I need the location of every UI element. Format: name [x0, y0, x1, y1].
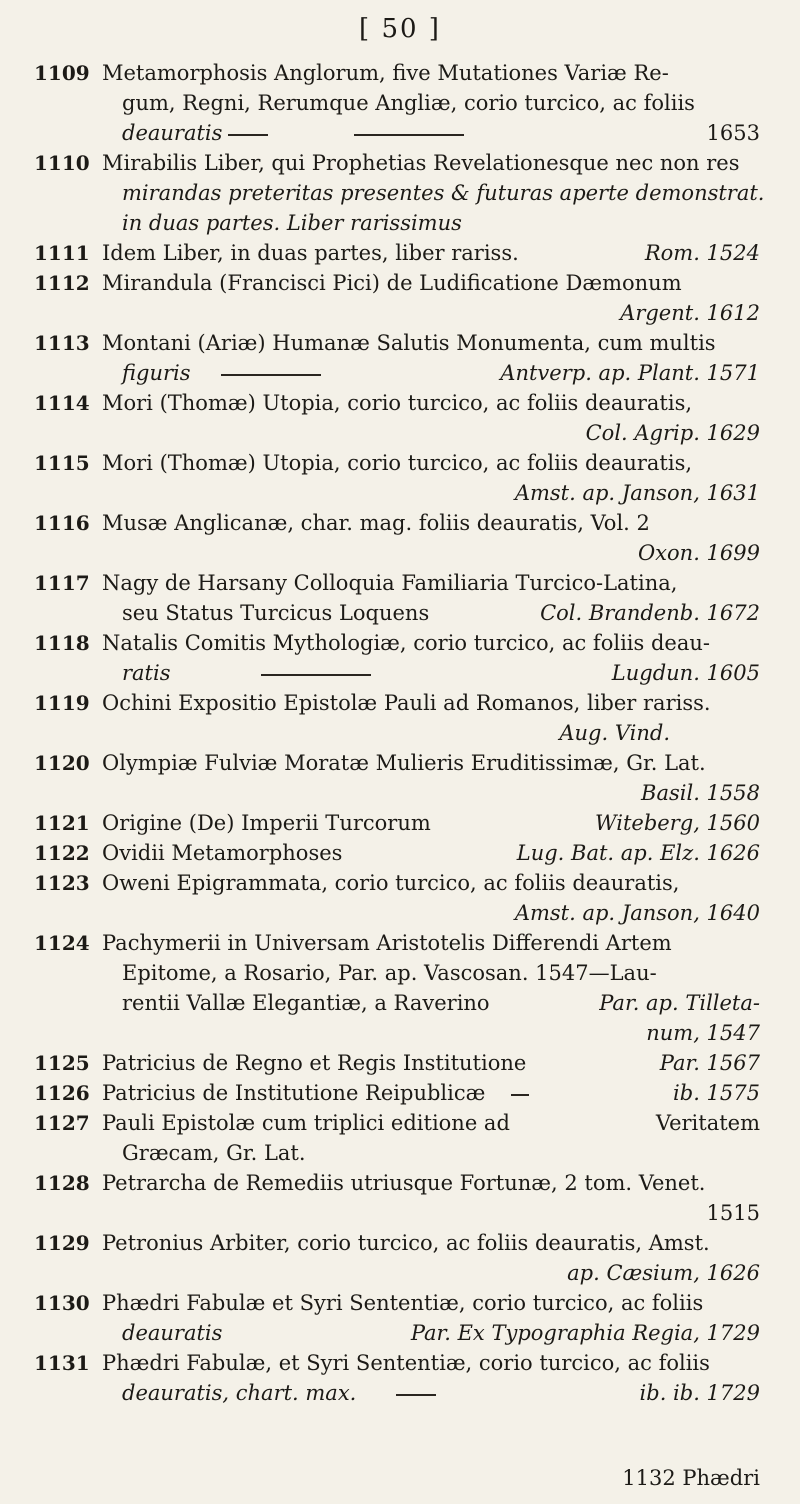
list-item: [0, 388, 800, 448]
entry-line-part: Col. Agrip. 1629: [585, 421, 760, 445]
entry-line: [102, 1048, 760, 1078]
entry-number: 1110: [34, 151, 90, 175]
entry-line-part: Basil. 1558: [641, 781, 760, 805]
entry-line: [102, 1108, 760, 1138]
entry-line: gum, Regni, Rerumque Angliæ, corio turcico, ac foliis: [122, 91, 695, 115]
entry-line: [102, 358, 760, 388]
entry-line: Ochini Expositio Epistolæ Pauli ad Romanos, liber rariss.: [102, 691, 711, 715]
list-item: [0, 148, 800, 238]
entry-line-part: Aug. Vind.: [559, 721, 670, 745]
entry-line-part: Antverp. ap. Plant. 1571: [500, 361, 760, 385]
entry-line-part: Col. Brandenb. 1672: [540, 601, 760, 625]
entry-line: [102, 838, 760, 868]
entry-number: 1123: [34, 871, 90, 895]
entry-line: Natalis Comitis Mythologiæ, corio turcico, ac foliis deau-: [102, 631, 710, 655]
entry-line: Petrarcha de Remediis utriusque Fortunæ, 2 tom. Venet.: [102, 1171, 706, 1195]
list-item: [0, 1048, 800, 1078]
entry-line-part: Pauli Epistolæ cum triplici editione ad: [102, 1111, 510, 1135]
entry-line-part: Lug. Bat. ap. Elz. 1626: [516, 841, 760, 865]
entry-line: Epitome, a Rosario, Par. ap. Vascosan. 1547—Lau-: [122, 961, 657, 985]
entry-line: [102, 178, 765, 208]
entry-line-part: ib. 1575: [673, 1081, 760, 1105]
entry-line: [102, 718, 760, 748]
entry-number: 1125: [34, 1051, 90, 1075]
list-item: [0, 808, 800, 838]
catchword: 1132 Phædri: [622, 1466, 760, 1490]
entry-line: [102, 238, 760, 268]
entry-line: Petronius Arbiter, corio turcico, ac foliis deauratis, Amst.: [102, 1231, 710, 1255]
list-item: [0, 568, 800, 628]
rule-dash: [228, 134, 268, 136]
rule-dash: [354, 134, 464, 136]
entry-number: 1109: [34, 61, 90, 85]
entry-line-part: Par. ap. Tilleta-: [599, 991, 760, 1015]
list-item: [0, 1108, 800, 1168]
entry-line: [102, 208, 760, 238]
entry-number: 1116: [34, 511, 90, 535]
entry-line: [102, 598, 760, 628]
entry-line: Græcam, Gr. Lat.: [122, 1141, 306, 1165]
entry-line-part: Idem Liber, in duas partes, liber rariss.: [102, 241, 519, 265]
entry-line: Phædri Fabulæ et Syri Sententiæ, corio turcico, ac foliis: [102, 1291, 704, 1315]
list-item: [0, 1078, 800, 1108]
entry-line-part: Lugdun. 1605: [611, 661, 760, 685]
list-item: [0, 1288, 800, 1348]
entry-line: [102, 538, 760, 568]
entry-line: [102, 1258, 760, 1288]
entry-line-part: Ovidii Metamorphoses: [102, 841, 343, 865]
entry-line: Mori (Thomæ) Utopia, corio turcico, ac foliis deauratis,: [102, 391, 693, 415]
entry-line-part: Par. 1567: [659, 1051, 760, 1075]
list-item: [0, 868, 800, 928]
rule-dash: [511, 1094, 529, 1096]
entry-line: [102, 298, 760, 328]
entry-number: 1128: [34, 1171, 90, 1195]
list-item: [0, 688, 800, 748]
entry-line: [102, 658, 760, 688]
entry-line-part: num, 1547: [646, 1021, 760, 1045]
entry-line-part: 1653: [706, 121, 760, 145]
entry-line: Mori (Thomæ) Utopia, corio turcico, ac foliis deauratis,: [102, 451, 693, 475]
entry-number: 1112: [34, 271, 90, 295]
entry-line-part: Oxon. 1699: [637, 541, 760, 565]
entry-line-part: ap. Cæsium, 1626: [567, 1261, 760, 1285]
entry-line: [102, 1078, 760, 1108]
entry-line: Olympiæ Fulviæ Moratæ Mulieris Eruditissimæ, Gr. Lat.: [102, 751, 706, 775]
entry-line: [102, 1378, 760, 1408]
entry-line-part: Amst. ap. Janson, 1640: [514, 901, 760, 925]
list-item: [0, 1228, 800, 1288]
entry-line-part: Patricius de Regno et Regis Institutione: [102, 1051, 527, 1075]
list-item: [0, 928, 800, 1048]
entry-line-part: seu Status Turcicus Loquens: [122, 601, 430, 625]
entry-line: Mirabilis Liber, qui Prophetias Revelationesque nec non res: [102, 151, 740, 175]
entry-line: Musæ Anglicanæ, char. mag. foliis deauratis, Vol. 2: [102, 511, 650, 535]
entry-line: [102, 808, 760, 838]
list-item: [0, 628, 800, 688]
entry-number: 1129: [34, 1231, 90, 1255]
entry-line: [102, 898, 760, 928]
list-item: [0, 838, 800, 868]
entry-line: Oweni Epigrammata, corio turcico, ac foliis deauratis,: [102, 871, 680, 895]
entry-line: [102, 418, 760, 448]
entry-line: Nagy de Harsany Colloquia Familiaria Turcico-Latina,: [102, 571, 678, 595]
entry-number: 1126: [34, 1081, 90, 1105]
entry-line: Montani (Ariæ) Humanæ Salutis Monumenta, cum multis: [102, 331, 716, 355]
entry-number: 1124: [34, 931, 90, 955]
entry-line-part: Veritatem: [655, 1111, 760, 1135]
entry-line: Mirandula (Francisci Pici) de Ludificatione Dæmonum: [102, 271, 682, 295]
entry-line: [102, 478, 760, 508]
entry-line-part: rentii Vallæ Elegantiæ, a Raverino: [122, 991, 490, 1015]
rule-dash: [261, 674, 371, 676]
entry-line-part: deauratis: [122, 121, 223, 145]
entry-line: Pachymerii in Universam Aristotelis Differendi Artem: [102, 931, 672, 955]
entry-line: 1515: [706, 1201, 760, 1225]
entry-number: 1114: [34, 391, 90, 415]
entry-number: 1121: [34, 811, 90, 835]
entry-line-part: figuris: [122, 361, 191, 385]
entry-number: 1118: [34, 631, 90, 655]
list-item: [0, 328, 800, 388]
entry-line-part: deauratis: [122, 1321, 223, 1345]
entry-number: 1122: [34, 841, 90, 865]
entry-line: Phædri Fabulæ, et Syri Sententiæ, corio turcico, ac foliis: [102, 1351, 710, 1375]
list-item: [0, 58, 800, 148]
entry-line: [102, 1318, 760, 1348]
list-item: [0, 238, 800, 268]
entry-line-part: Rom. 1524: [644, 241, 760, 265]
list-item: [0, 448, 800, 508]
entry-number: 1127: [34, 1111, 90, 1135]
entry-number: 1115: [34, 451, 90, 475]
list-item: [0, 748, 800, 808]
entry-line-part: Patricius de Institutione Reipublicæ: [102, 1081, 486, 1105]
entry-line-part: Par. Ex Typographia Regia, 1729: [410, 1321, 760, 1345]
entry-number: 1113: [34, 331, 90, 355]
page-number: [ 50 ]: [359, 14, 441, 44]
entry-number: 1131: [34, 1351, 90, 1375]
entry-line-part: ib. ib. 1729: [639, 1381, 760, 1405]
entry-line-part: Witeberg, 1560: [595, 811, 760, 835]
entry-line-part: Argent. 1612: [620, 301, 760, 325]
entry-list: [0, 58, 800, 1408]
entry-line-part: mirandas preteritas presentes & futuras aperte demonstrat.: [122, 181, 765, 205]
entry-line-part: Amst. ap. Janson, 1631: [514, 481, 760, 505]
list-item: [0, 508, 800, 568]
entry-number: 1111: [34, 241, 90, 265]
list-item: [0, 1348, 800, 1408]
entry-line: [102, 118, 760, 148]
rule-dash: [221, 374, 321, 376]
list-item: [0, 1168, 800, 1228]
entry-line-part: ratis: [122, 661, 171, 685]
entry-line: Metamorphosis Anglorum, five Mutationes Variæ Re-: [102, 61, 669, 85]
entry-line: [102, 1018, 760, 1048]
entry-line-part: deauratis, chart. max.: [122, 1381, 357, 1405]
entry-line: [102, 988, 760, 1018]
entry-number: 1117: [34, 571, 90, 595]
entry-number: 1130: [34, 1291, 90, 1315]
entry-line: [102, 778, 760, 808]
entry-number: 1120: [34, 751, 90, 775]
list-item: [0, 268, 800, 328]
rule-dash: [396, 1394, 436, 1396]
entry-line-part: Origine (De) Imperii Turcorum: [102, 811, 431, 835]
entry-line-part: in duas partes. Liber rarissimus: [122, 211, 462, 235]
entry-number: 1119: [34, 691, 90, 715]
